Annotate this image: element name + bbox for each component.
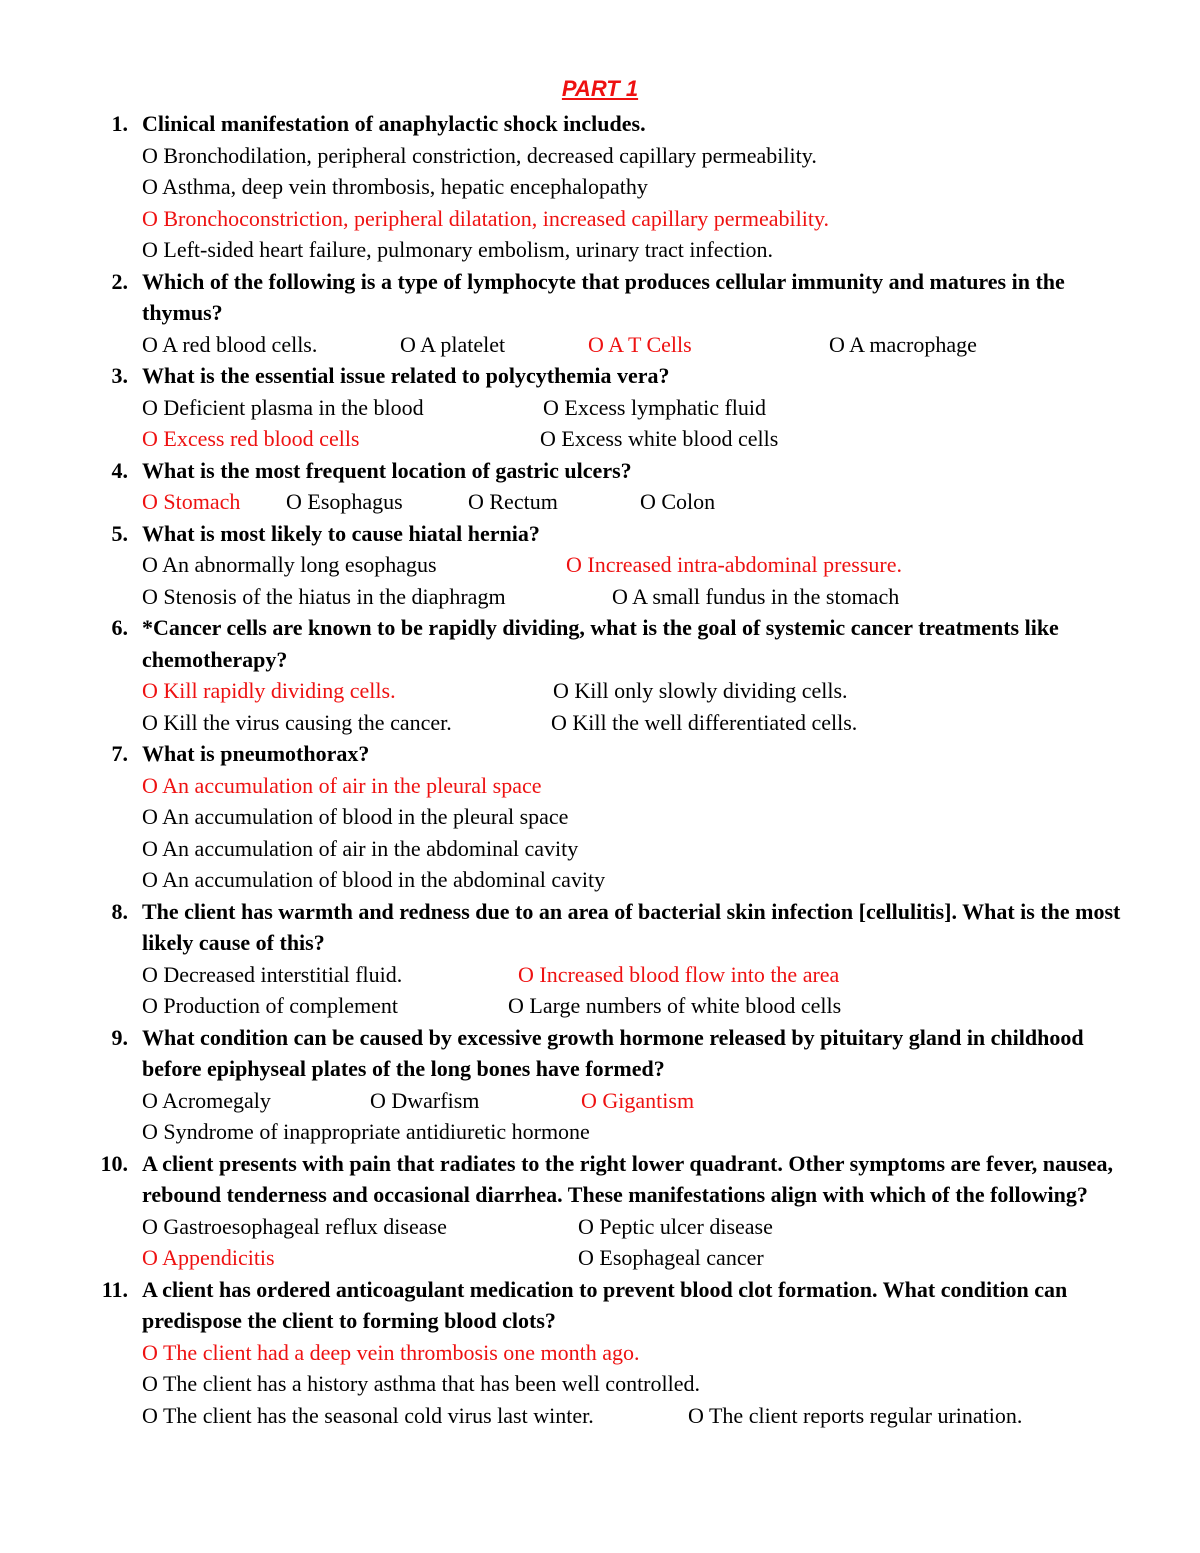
question-6 [0,612,1200,738]
question-number: 6. [111,615,128,640]
answer-option: O Left-sided heart failure, pulmonary embolism, urinary tract infection. [142,237,774,262]
answer-option: O Esophagus [286,489,403,514]
question-2 [0,266,1200,361]
question-4 [0,455,1200,518]
question-7 [0,738,1200,896]
question-text [0,612,1200,675]
question-stem: What is pneumothorax? [142,741,370,766]
question-text [0,455,1200,487]
answer-option: O Gastroesophageal reflux disease [142,1213,447,1239]
question-number: 1. [111,111,128,136]
option-row [0,1337,1200,1369]
question-3 [0,360,1200,455]
answer-option-correct: O Bronchoconstriction, peripheral dilatation, increased capillary permeability. [142,205,830,231]
answer-option: O Dwarfism [370,1087,480,1113]
question-stem: What is the most frequent location of gastric ulcers? [142,457,632,483]
option-row [0,1400,1200,1432]
question-number: 10. [100,1150,128,1176]
question-text [0,1274,1200,1337]
option-row [0,1085,1200,1117]
answer-option: O The client has a history asthma that has been well controlled. [142,1371,700,1396]
option-row [0,801,1200,833]
question-text [0,1148,1200,1211]
answer-option: O Kill the virus causing the cancer. [142,709,452,735]
answer-option: O The client has the seasonal cold virus last winter. [142,1402,594,1428]
answer-option: O Excess white blood cells [540,426,779,451]
answer-option: O Deficient plasma in the blood [142,394,424,420]
option-row [0,392,1200,424]
question-number: 4. [111,457,128,483]
answer-option: O An accumulation of blood in the pleural space [142,804,569,829]
question-8 [0,896,1200,1022]
question-9 [0,1022,1200,1148]
answer-option: O An accumulation of air in the abdominal cavity [142,835,579,861]
answer-option-correct: O Increased intra-abdominal pressure. [566,552,902,577]
question-stem: What condition can be caused by excessive growth hormone released by pituitary gland in childhood before epiphyseal plates of the long bones have formed? [142,1024,1084,1081]
answer-option: O A platelet [400,331,506,357]
option-row [0,1116,1200,1148]
option-row [0,171,1200,203]
answer-option: O Stenosis of the hiatus in the diaphragm [142,583,506,609]
question-10 [0,1148,1200,1274]
question-stem: A client has ordered anticoagulant medication to prevent blood clot formation. What condition can predispose the client to forming blood clots? [142,1276,1068,1333]
answer-option-correct: O Kill rapidly dividing cells. [142,678,396,703]
question-number: 5. [111,520,128,546]
question-number: 9. [111,1024,128,1050]
answer-option-correct: O The client had a deep vein thrombosis one month ago. [142,1339,640,1365]
question-number: 3. [111,363,128,388]
question-stem: Which of the following is a type of lymphocyte that produces cellular immunity and matures in the thymus? [142,268,1065,325]
answer-option: O Large numbers of white blood cells [508,993,842,1018]
question-number: 2. [111,268,128,294]
answer-option-correct: O Appendicitis [142,1245,275,1270]
page-title: PART 1 [561,76,639,101]
answer-option: O Excess lymphatic fluid [543,394,767,420]
answer-option: O The client reports regular urination. [688,1402,1023,1428]
option-row [0,581,1200,613]
option-row [0,1242,1200,1274]
question-number: 7. [111,741,128,766]
answer-option: O Decreased interstitial fluid. [142,961,403,987]
answer-option: O Esophageal cancer [578,1245,764,1270]
answer-option: O A red blood cells. [142,331,318,357]
answer-option: O A macrophage [829,331,977,357]
answer-option: O Asthma, deep vein thrombosis, hepatic encephalopathy [142,174,648,199]
answer-option: O A small fundus in the stomach [612,583,900,609]
option-row [0,959,1200,991]
question-text [0,738,1200,770]
question-stem: What is the essential issue related to polycythemia vera? [142,363,670,388]
question-stem: A client presents with pain that radiates to the right lower quadrant. Other symptoms are fever, nausea, rebound tenderness and occasional diarrhea. These manifestations align with which of the following? [142,1150,1114,1207]
answer-option-correct: O Increased blood flow into the area [518,961,840,987]
question-stem: What is most likely to cause hiatal hernia? [142,520,540,546]
option-row [0,833,1200,865]
answer-option: O Kill only slowly dividing cells. [553,678,848,703]
option-row [0,990,1200,1022]
answer-option: O Rectum [468,489,558,514]
question-text [0,266,1200,329]
question-1 [0,108,1200,266]
question-stem: Clinical manifestation of anaphylactic shock includes. [142,111,646,136]
option-row [0,329,1200,361]
option-row [0,486,1200,518]
question-text [0,360,1200,392]
question-5 [0,518,1200,613]
answer-option-correct: O Stomach [142,489,241,514]
question-number: 11. [101,1276,128,1302]
answer-option: O An abnormally long esophagus [142,552,437,577]
answer-option: O Syndrome of inappropriate antidiuretic hormone [142,1119,590,1144]
question-text [0,108,1200,140]
answer-option: O Peptic ulcer disease [578,1213,773,1239]
answer-option-correct: O A T Cells [588,331,692,357]
answer-option-correct: O Gigantism [581,1087,695,1113]
option-row [0,707,1200,739]
answer-option: O Colon [640,489,716,514]
option-row [0,864,1200,896]
option-row [0,549,1200,581]
option-row [0,770,1200,802]
answer-option-correct: O An accumulation of air in the pleural space [142,772,542,798]
question-text [0,1022,1200,1085]
option-row [0,1211,1200,1243]
answer-option: O Acromegaly [142,1087,271,1113]
question-text [0,518,1200,550]
option-row [0,675,1200,707]
option-row [0,140,1200,172]
answer-option: O Kill the well differentiated cells. [551,709,858,735]
question-stem: The client has warmth and redness due to an area of bacterial skin infection [cellulitis]. What is the most likely cause of this? [142,898,1121,955]
question-list [0,108,1200,1431]
answer-option-correct: O Excess red blood cells [142,426,360,451]
answer-option: O An accumulation of blood in the abdominal cavity [142,867,606,892]
question-text [0,896,1200,959]
answer-option: O Bronchodilation, peripheral constriction, decreased capillary permeability. [142,142,817,168]
option-row [0,203,1200,235]
option-row [0,234,1200,266]
answer-option: O Production of complement [142,993,399,1018]
option-row [0,423,1200,455]
question-11 [0,1274,1200,1432]
question-number: 8. [111,898,128,924]
option-row [0,1368,1200,1400]
question-stem: *Cancer cells are known to be rapidly dividing, what is the goal of systemic cancer treatments like chemotherapy? [142,615,1059,672]
